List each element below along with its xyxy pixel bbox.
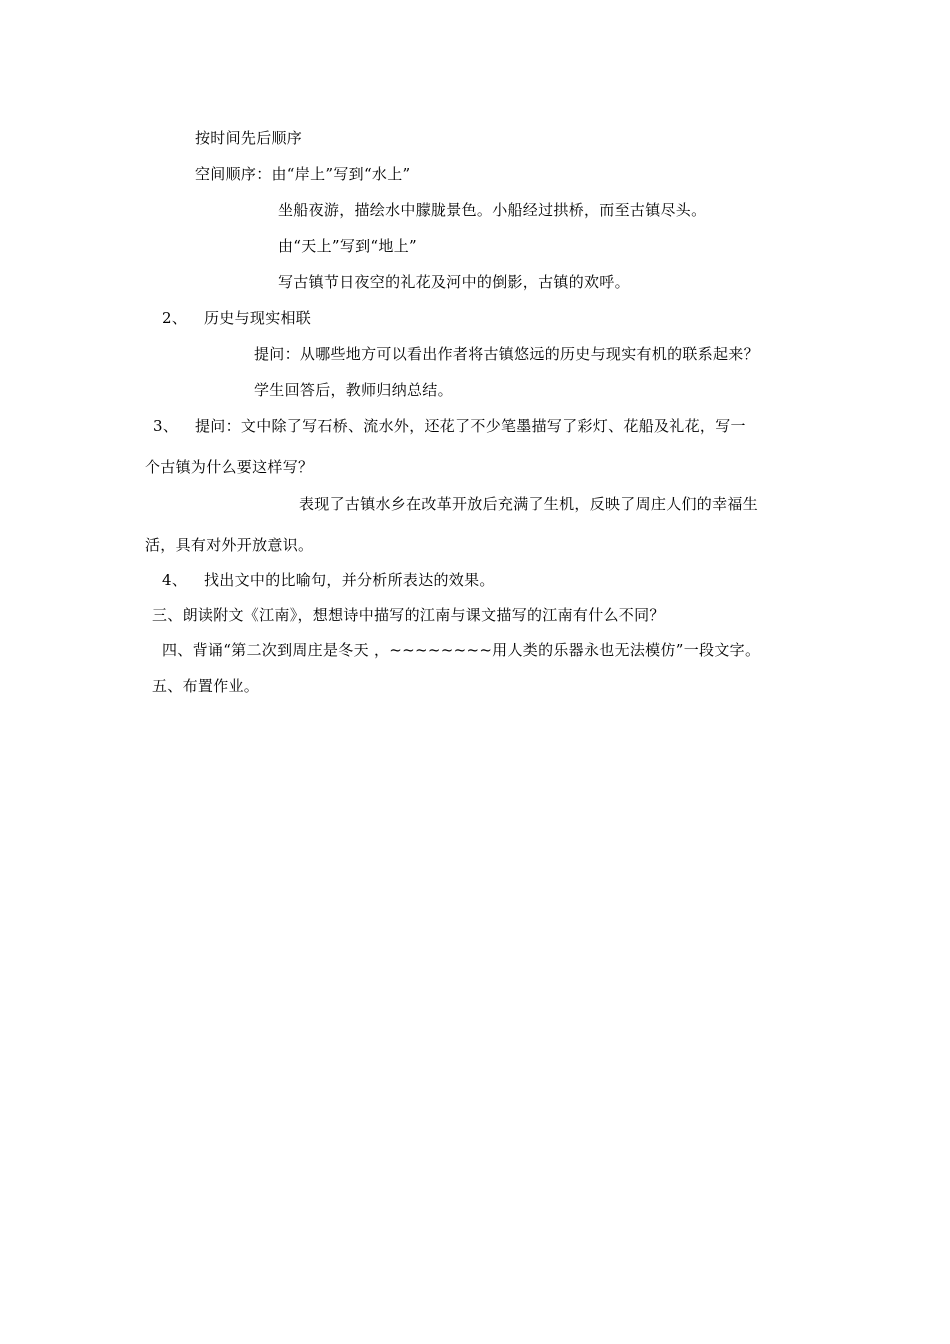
line-text: 历史与现实相联 (204, 309, 312, 327)
paragraph-line (195, 164, 410, 184)
line-text: 空间顺序：由“岸上”写到“水上” (195, 165, 411, 183)
paragraph-line (278, 200, 706, 220)
paragraph-line (299, 494, 758, 514)
paragraph-line (278, 236, 417, 256)
item-number: 2、 (162, 309, 188, 327)
line-text: 三、朗读附文《江南》，想想诗中描写的江南与课文描写的江南有什么不同？ (152, 606, 665, 624)
section-heading (152, 676, 259, 696)
numbered-item (162, 570, 495, 590)
paragraph-line (254, 344, 759, 364)
paragraph-line (145, 535, 313, 555)
section-heading (162, 640, 760, 660)
paragraph-line (195, 128, 302, 148)
line-text: 写古镇节日夜空的礼花及河中的倒影，古镇的欢呼。 (278, 273, 630, 291)
item-number: 3、 (153, 417, 179, 435)
line-text: 五、布置作业。 (152, 677, 260, 695)
item-number: 4、 (162, 571, 188, 589)
paragraph-line (145, 457, 313, 477)
line-text: 四、背诵“第二次到周庄是冬天 ，~~~~~~~~用人类的乐器永也无法模仿”一段文字。 (162, 641, 761, 659)
line-text: 坐船夜游，描绘水中朦胧景色。小船经过拱桥，而至古镇尽头。 (278, 201, 707, 219)
line-text: 个古镇为什么要这样写？ (145, 458, 314, 476)
paragraph-line (278, 272, 630, 292)
line-text: 按时间先后顺序 (195, 129, 303, 147)
numbered-item (162, 308, 311, 328)
line-text: 由“天上”写到“地上” (278, 237, 417, 255)
line-text: 找出文中的比喻句，并分析所表达的效果。 (204, 571, 495, 589)
line-text: 提问：文中除了写石桥、流水外，还花了不少笔墨描写了彩灯、花船及礼花，写一 (195, 417, 746, 435)
paragraph-line (254, 380, 453, 400)
line-text: 学生回答后，教师归纳总结。 (254, 381, 453, 399)
line-text: 表现了古镇水乡在改革开放后充满了生机，反映了周庄人们的幸福生 (299, 495, 759, 513)
line-text: 提问：从哪些地方可以看出作者将古镇悠远的历史与现实有机的联系起来？ (254, 345, 759, 363)
numbered-item (153, 416, 746, 436)
section-heading (152, 605, 665, 625)
line-text: 活，具有对外开放意识。 (145, 536, 314, 554)
